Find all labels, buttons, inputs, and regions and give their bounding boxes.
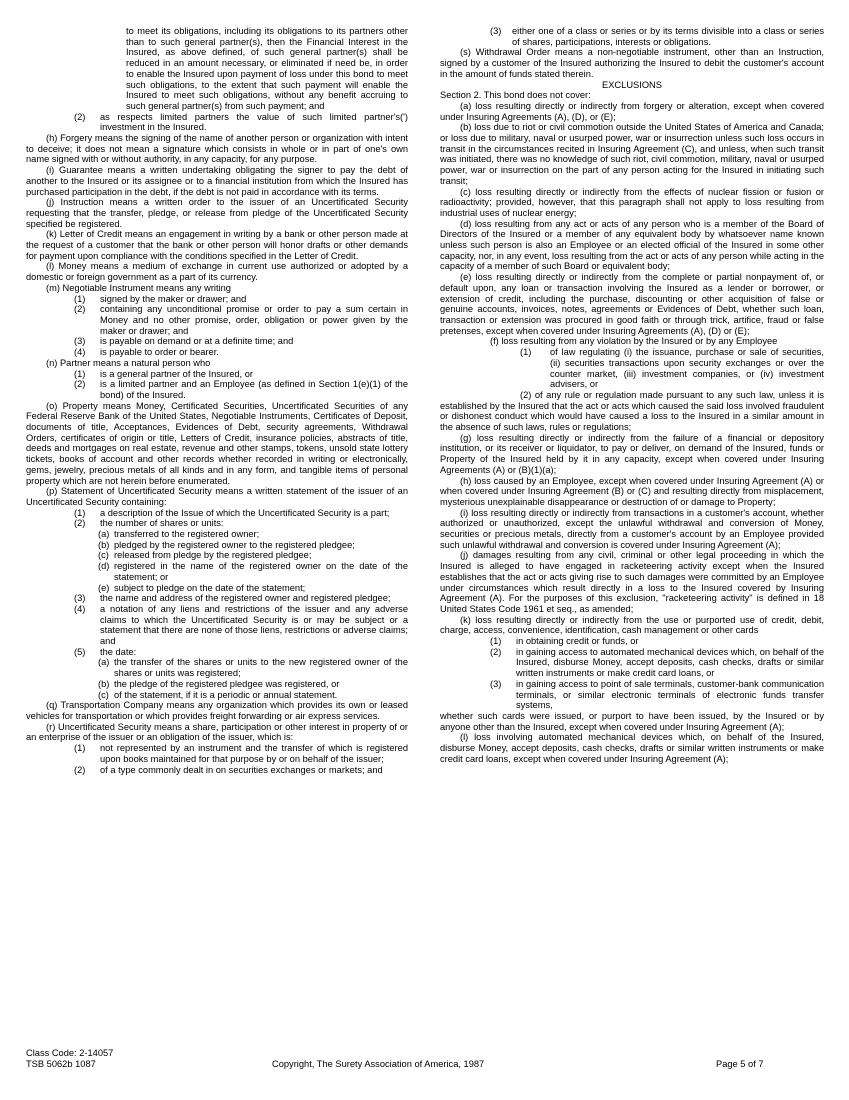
item-text: is a limited partner and an Employee (as defined in Section 1(e)(1) of the bond) of the Insured. (100, 379, 408, 400)
item-number: (1) (74, 368, 86, 379)
exclusion-c: (c) loss resulting directly or indirectly from the effects of nuclear fission or fusion or radioactivity; provided, however, that this paragraph shall not apply to loss resulting from industrial uses of nuclear energy; (440, 186, 824, 218)
item-number: (b) (98, 678, 110, 689)
item-text: in obtaining credit or funds, or (516, 636, 639, 647)
item-text: in gaining access to automated mechanical devices which, on behalf of the Insured, disburse Money, accept deposits, cash checks, drafts or similar written instruments or make credit card loans, or (516, 646, 824, 679)
item-number: (4) (74, 603, 86, 614)
class-code: Class Code: 2-14057 (26, 1048, 114, 1058)
definition-m: (m) Negotiable Instrument means any writing (46, 282, 231, 293)
item-number: (a) (98, 657, 110, 668)
exclusion-k-tail: whether such cards were issued, or purport to have been issued, by the Insured or by anyone other than the Insured, except when covered under Insuring Agreement (A); (440, 711, 824, 732)
item-text: in gaining access to point of sale terminals, customer-bank communication terminals, or similar electronic terminals of electronic funds transfer systems, (516, 678, 824, 711)
item-text: of the statement, if it is a periodic or annual statement. (114, 689, 338, 700)
item-number: (5) (74, 646, 86, 657)
item-number: (2) (74, 518, 86, 529)
item-text: is payable on demand or at a definite time; and (100, 336, 294, 347)
item-number: (1) (520, 347, 532, 358)
exclusion-g: (g) loss resulting directly or indirectly from the failure of a financial or depository institution, or its receiver or liquidator, to pay or deliver, on demand of the Insured, funds or Property of the Insured held by it in any capacity, except when covered under Insuring Agreements (A) or (B)(1)(a); (440, 432, 824, 475)
exclusion-j: (j) damages resulting from any civil, criminal or other legal proceeding in which the Insured is alleged to have engaged in racketeering activity except when the Insured establishes that the act or acts giving rise to such damages were committed by an Employee under circumstances which result directly in a loss to the Insured covered by Insuring Agreement (A). For the purposes of this exclusion, "racketeering activity" is defined in 18 United States Code 1961 et seq., as amended; (440, 550, 824, 614)
section-intro: Section 2. This bond does not cover: (440, 90, 591, 101)
item-text: as respects limited partners the value of such limited partner's(') investment in the Insured. (100, 111, 408, 133)
item-text: pledged by the registered owner to the registered pledgee; (114, 539, 355, 550)
definition-r: (r) Uncertificated Security means a share, participation or other interest in property of or an enterprise of the issuer or an obligation of the issuer, which is: (26, 721, 408, 743)
left-column (26, 26, 408, 775)
list-item (74, 369, 408, 380)
item-text: is a general partner of the Insured, or (100, 368, 253, 379)
list-item (74, 508, 408, 519)
item-text: is payable to order or bearer. (100, 347, 219, 358)
definition-i: (i) Guarantee means a written undertaking obligating the signer to pay the debt of another to the Insured or its assignee or to a financial institution from which the Insured has purchased participation in the debt, if the debt is not paid in accordance with its terms. (26, 165, 408, 197)
exclusion-a: (a) loss resulting directly or indirectly from forgery or alteration, except when covered under Insuring Agreements (A), (D), or (E); (440, 100, 824, 122)
list-item (74, 604, 408, 647)
definition-o: (o) Property means Money, Certificated Securities, Uncertificated Securities of any Federal Reserve Bank of the United States, Negotiable Instruments, Certificates of Deposit, documents of title, Acceptances, Evidences of Debt, security agreements, Withdrawal Orders, certificates of origin or title, Letters of Credit, insurance policies, abstracts of title, deeds and mortgages on real estate, revenue and other stamps, tokens, unsold state lottery tickets, books of account and other records whether recorded in writing or electronically, gems, jewelry, precious metals of all kinds and in any form, and tangible items of personal property which are not herein before enumerated. (26, 400, 408, 486)
item-text: registered in the name of the registered owner on the date of the statement; or (114, 561, 408, 582)
list-item (98, 583, 408, 594)
list-item (98, 657, 408, 678)
exclusion-f-2: (2) of any rule or regulation made pursuant to any such law, unless it is established by the Insured that the act or acts which caused the said loss involved fraudulent or dishonest conduct which would have caused a loss to the Insured in a similar amount in the absence of such laws, rules or regulations; (440, 389, 824, 433)
exclusion-d: (d) loss resulting from any act or acts of any person who is a member of the Board of Directors of the Insured or a member of any equivalent body by whatsoever name known unless such person is also an Employee or an elected official of the Insured in some other capacity, nor, in any event, loss resulting from the act or acts of any person while acting in the capacity of a member of such Board or equivalent body; (440, 218, 824, 272)
item-number: (2) (74, 764, 86, 775)
item-number: (3) (74, 593, 86, 604)
list-item (74, 647, 408, 658)
item-number: (b) (98, 539, 110, 550)
right-column (440, 26, 824, 765)
copyright-notice: Copyright, The Surety Association of America, 1987 (272, 1058, 485, 1069)
definition-n: (n) Partner means a natural person who (46, 357, 211, 368)
list-item (74, 593, 408, 604)
item-number: (3) (490, 678, 502, 689)
exclusion-k: (k) loss resulting directly or indirectly from the use or purported use of credit, debit, charge, access, convenience, identification, cash management or other cards (440, 614, 824, 636)
section-heading: EXCLUSIONS (602, 79, 662, 90)
item-text: signed by the maker or drawer; and (100, 293, 247, 304)
item-number: (e) (98, 582, 110, 593)
list-item (74, 765, 408, 776)
list-item (520, 347, 824, 390)
exclusion-i: (i) loss resulting directly or indirectly from transactions in a customer's account, whether authorized or unauthorized, except the unlawful withdrawal and conversion of Money, securities or precious metals, directly from a customer's account by an Employee provided such unlawful withdrawal and conversion is covered under Insuring Agreement (A); (440, 507, 824, 550)
list-item (98, 529, 408, 540)
list-item (74, 112, 408, 133)
item-number: (3) (74, 336, 86, 347)
list-item (74, 379, 408, 400)
item-number: (4) (74, 347, 86, 358)
item-text: subject to pledge on the date of the statement; (114, 582, 306, 593)
list-item (74, 743, 408, 764)
item-text: the pledge of the registered pledgee was registered, or (114, 678, 340, 689)
item-text: the number of shares or units: (100, 518, 224, 529)
list-item (490, 647, 824, 679)
item-text: a notation of any liens and restrictions of the issuer and any adverse claims to which the Uncertificated Security is or may be subject or a statement that there are none of those liens, restrictions or adverse claims; and (100, 603, 408, 647)
definition-s: (s) Withdrawal Order means a non-negotiable instrument, other than an Instruction, signed by a customer of the Insured authorizing the Insured to debit the customer's account in the amount of funds stated therein. (440, 47, 824, 79)
list-item (490, 26, 824, 47)
definition-p: (p) Statement of Uncertificated Security means a written statement of the issuer of an Uncertificated Security containing: (26, 486, 408, 507)
list-item (490, 679, 824, 711)
list-item (74, 336, 408, 347)
exclusion-l: (l) loss involving automated mechanical devices which, on behalf of the Insured, disburse Money, accept deposits, cash checks, drafts or similar written instruments or make credit card loans, except when covered under Insuring Agreement (A); (440, 732, 824, 764)
item-number: (1) (74, 743, 86, 754)
item-text: the date: (100, 646, 137, 657)
item-text: of a type commonly dealt in on securities exchanges or markets; and (100, 764, 383, 775)
definition-continuation: to meet its obligations, including its obligations to its partners other than to such general partner(s), then the Financial Interest in the Insured, as above defined, of such general partner(s) shall be reduced in an amount necessary, or eliminated if need be, in order to enable the Insured upon payment of loss under this bond to meet such obligations, to the extent that such payment will enable the Insured to meet such obligations, without any benefit accruing to such general partner(s) from such payment; and (126, 26, 408, 111)
exclusion-e: (e) loss resulting directly or indirectly from the complete or partial nonpayment of, or default upon, any loan or transaction involving the Insured as a lender or borrower, or extension of credit, including the purchase, discounting or other acquisition of false or genuine accounts, invoices, notes, agreements or Evidences of Debt, whether such loan, transaction or extension was procured in good faith or through trick, artifice, fraud or false pretenses, except when covered under Insuring Agreements (A), (D) or (E); (440, 272, 824, 336)
list-item (98, 550, 408, 561)
item-text: of law regulating (i) the issuance, purchase or sale of securities, (ii) securities transactions upon security exchanges or over the counter market, (iii) investment companies, or (iv) investment advisers, or (550, 347, 824, 390)
list-item (74, 294, 408, 305)
list-item (74, 347, 408, 358)
list-item (98, 561, 408, 582)
definition-h: (h) Forgery means the signing of the name of another person or organization with intent to deceive; it does not mean a signature which consists in whole or in part of one's own name signed with or without authority, in any capacity, for any purpose. (26, 133, 408, 165)
form-number: TSB 5062b 1087 (26, 1058, 96, 1069)
item-number: (c) (98, 689, 109, 700)
item-text: transferred to the registered owner; (114, 529, 260, 540)
item-number: (1) (74, 507, 86, 518)
definition-k: (k) Letter of Credit means an engagement in writing by a bank or other person made at the request of a customer that the bank or other person will honor drafts or other demands for payment upon compliance with the conditions specified in the Letter of Credit. (26, 229, 408, 261)
item-number: (2) (74, 111, 86, 122)
item-text: the name and address of the registered owner and registered pledgee; (100, 593, 391, 604)
exclusion-h: (h) loss caused by an Employee, except when covered under Insuring Agreement (A) or when covered under Insuring Agreement (B) or (C) and resulting directly from misplacement, mysterious unexplainable disappearance or destruction of or damage to Property; (440, 475, 824, 507)
item-text: containing any unconditional promise or order to pay a sum certain in Money and no other promise, order, obligation or power given by the maker or drawer; and (100, 304, 408, 336)
definition-j: (j) Instruction means a written order to the issuer of an Uncertificated Security requesting that the transfer, pledge, or release from pledge of the Uncertificated Security specified be registered. (26, 197, 408, 229)
item-text: the transfer of the shares or units to the new registered owner of the shares or units was registered; (114, 657, 408, 679)
list-item (74, 518, 408, 529)
definition-l: (l) Money means a medium of exchange in current use authorized or adopted by a domestic or foreign government as a part of its currency. (26, 261, 408, 283)
list-item (98, 679, 408, 690)
item-number: (a) (98, 529, 110, 540)
definition-q: (q) Transportation Company means any organization which provides its own or leased vehicles for transportation or which provides freight forwarding or air express services. (26, 700, 408, 721)
item-number: (d) (98, 561, 110, 572)
exclusion-f: (f) loss resulting from any violation by the Insured or by any Employee (490, 336, 778, 347)
list-item (98, 690, 408, 701)
item-number: (2) (74, 304, 86, 315)
item-number: (2) (490, 646, 502, 657)
exclusion-b: (b) loss due to riot or civil commotion outside the United States of America and Canada; or loss due to military, naval or usurped power, war or insurrection unless such loss occurs in transit in the circumstances recited in Insuring Agreement (C), and unless, when such transit was initiated, there was no knowledge of such riot, civil commotion, military, naval or usurped power, war or insurrection on the part of any person acting for the Insured in initiating such transit; (440, 122, 824, 186)
item-number: (1) (490, 636, 502, 647)
item-number: (2) (74, 379, 86, 390)
list-item (74, 304, 408, 336)
item-text: a description of the Issue of which the Uncertificated Security is a part; (100, 507, 390, 518)
list-item (98, 540, 408, 551)
item-number: (1) (74, 293, 86, 304)
footer-codes (26, 1048, 113, 1069)
item-number: (c) (98, 550, 109, 561)
page-number: Page 5 of 7 (716, 1058, 764, 1069)
item-number: (3) (490, 26, 502, 36)
list-item (490, 636, 824, 647)
item-text: not represented by an instrument and the transfer of which is registered upon books maintained for that purpose by or on behalf of the issuer; (100, 743, 408, 764)
item-text: either one of a class or series or by its terms divisible into a class or series of shares, participations, interests or obligations. (512, 26, 824, 47)
item-text: released from pledge by the registered pledgee; (114, 550, 312, 561)
